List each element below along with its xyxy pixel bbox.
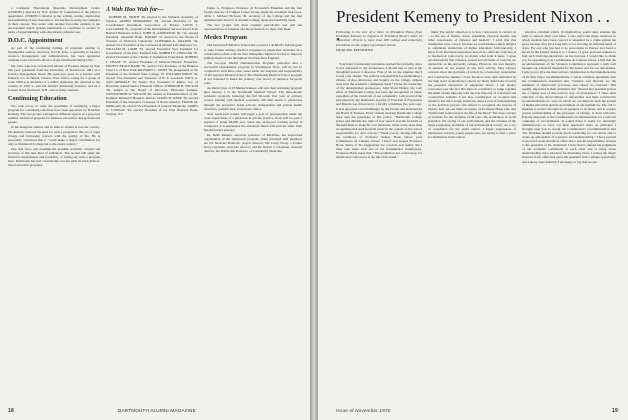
article-text: a Computer Educational Materials Development Center (CEMDEC) directed by Prof. Arthur W. Luehrmann of the physics department. CEMDEC's mission is the writing, testing, duplication and publishing of new materials to aid teachers in using the computer in their courses. The center adds another favorable element to the environment which enables Dartmouth to contribute to society in terms of experimenting with educational computer use. [8, 6, 100, 35]
article-text: The Dartmouth Medical School has received a $168,455 federal grant to train former military medical corpsmen as physicians' assistants in a collaborative effort with the New Hampshire Medical Society to improve primary medical care throughout Northern New England. [204, 43, 302, 60]
right-column-1 [336, 62, 422, 160]
section-heading-medex: Medex Program [204, 34, 248, 42]
article-text: Two task forces to study the possibility of instituting a major program for continuing education have been appointed by President Kemeny. The two groups will explore different aspects of a proposed summer sabbatical program for business executives and professional people. [8, 104, 100, 125]
left-column-3 [204, 6, 302, 155]
right-footer [336, 408, 618, 413]
honors-list: ROBERT M. SMITH '26, elected to the National Academy of Science. ALDEN MERRIMAN '28, elected President of the Consolidated Investment Corporation of Boston. LOUIS J. CALLAWAY '31, recipient of the Distinguished Service Award from Harvard Business School. JOHN N. ANDERSON JR. '32, elected President, Shawmut Bank. HARRIS '33 elected to the Board of Trustees of Wesleyan University. CLIFFORD A. WALKER '34, elected Vice President of the Connecticut Mutual Life Insurance Co. WILLIAM H. LAMB '35, elected Executive Vice President for Investments of the New England Life. ROBERT F. CHELLAR '35, elected President of the Charles T. Kemmerer Foundation. ROBERT J. CHASE '37, elected President of Western Historic Properties. ERNEST BEAUCHAMP '39, elected Vice President of the Bankers Trust Co. of New York. RICHARD C. JONES '39, inaugurated as 7th President of the Vermont State College. W. WILLARD WIRTZ '34, elected Vice President and Treasurer of B. F. Goodrich. PAUL A. VAN ARSDALE '36, Senior Vice President of Amfac, Inc. of Honolulu, named Senior Financial Officer. WINDSOR H. WILSON '38, named to the Board of Directors, Hawaiian Airlines. WENTWORTH W. WILSON '40, named as President-Select of Mt. Kemmer Memorial Hospital, Denver. JAMES W. KERR '39, elected President of the Insurance Company of North America. FRANK M. MORGAN '40, elected Vice President of General Telephone. JAMES G. CONWAY '43, elected President of the First National Bank, Trenton, N.J. [106, 15, 198, 117]
gutter [310, 0, 318, 420]
issue-date: Issue of November 1970 [336, 408, 391, 413]
right-column-2 [428, 30, 516, 140]
left-column-2 [106, 6, 198, 117]
section-heading-continuing-education: Continuing Education [8, 95, 67, 103]
article-text: The two groups will meet together periodically and will ask representatives of business and the professions to meet with them. [204, 23, 302, 32]
lede-text: Following is the text of a letter to President Nixon from President Kemeny in response to President Nixon's letter of September 18 sent to more than 900 college and university presidents on the subject of campus unrest: [336, 30, 422, 47]
salutation: DEAR MR. PRESIDENT: [336, 48, 374, 53]
letter-text: structive criticism which, by implication, would deny students the right to express their own ideas. I also regret the many instances in which students have been coerced or assaulted for a crime against the peace because they have long hair, or for favoring an informal mode of dress. For one who has had to be persecution in Europe and found a haven in the United States it is a matter of great personal sadness to find such irrational intolerance on the increase. I would like to thank you for appointing your Commission on Campus Unrest. I find that the recommendations of the Scranton Commission represent a truly well thought-out, balanced blueprint for the nation and for our universities. I urge you to give the most serious consideration to the implementation of all their major recommendations. I am in complete agreement with the Commission's statement that "violence and disorder are the antithesis of democratic processes and cannot be tolerated." But equally important is their statement that "dissent and peaceful protest are a valued part of this nation's way of governance." I share their criticism of the shortcomings of universities and their constructive recommendations for ways in which we can improve both the system of higher education and the government of our institutions. The call to students to protect the right of all speakers to be heard, and to acquire greater understanding of the processes of change, is most welcome. Equally important is the Commission's recommendation for a national campaign of reconciliation. It would make it easier for university administrators to carry out their appointed tasks. In particular I strongly urge you to accept the Commission's recommendation that "the President should provide moral leadership for our nation and to create an atmosphere of tolerance and understanding." I have learned in my brief seven months in office that a special responsibility belongs to the president of the institution. I have had to defend the judgments of our academic community to each other and to bring about understanding and a tolerance for dissenting views. I realize the magic invested in the office that gives the president both a unique opportunity and a heavy responsibility. I am happy to say that we are. [522, 30, 616, 164]
lede [336, 30, 422, 54]
article-text: An initial class of 25 Medex trainees will start their retraining program next January 1 at the Dartmouth Medical School. The three-month academic program, featuring the full 96-week first year of primary service training with medical corpsmen, will then return to physicians through the program's home schools, independent and private health educators, pediatricians, and private clinics. [204, 86, 302, 111]
article-text: In his inaugural address and in talks to alumni across the country, Mr. Kemeny stressed the need for such a program in this era of rapid change and increasing concern with the quality of life. He is personally convinced that it "could make a major contribution not only to Dartmouth College but to the entire country." [8, 125, 100, 146]
right-column-3 [522, 30, 616, 165]
article-text: One task force will examine the possible academic content and structure of this new kind of sabbatical. The second will study the financial requirements and feasibility of setting up such a program here. Dartmouth has had considerable success with its Tuck School-based executive programs. [8, 146, 100, 168]
article-text: Mr. Jette, who was awarded his Master of Forestry degree by Yale this year, graduated from the University of Vermont in 1961 as a forestry management major. He spent two years as a forester with Pinnacle Co. in Harbel, Liberia, West Africa, caring for a group of some 2500-acre divisions of a rubber plantation. He returned to the country in 1963 to join his family's lumbering business, and as a forester in the Northeast, N.H., and as Army veterans. [8, 63, 100, 92]
article-text: As part of the continuing buildup of programs relating to Dartmouth's outdoor resources, Earl R. Jette, a specialist in forestry resource management and administration, has been appointed assistant to the executive director of the Dartmouth Outing Club. [8, 46, 100, 63]
page-title: President Kemeny to President Nixon . . . [336, 7, 610, 44]
article-text: Dr. Bella Reisner, associate professor of Medicine, has supervised organization of the Dartmouth program. Other principal staff members are Dr. Nicholas Danforth, project director; Mr. Casey Ploog, a former Navy corpsman, associate director; and Dr. Robert J. Chapman, research director, the Dartmouth Professor of Community Medicine. [204, 133, 302, 154]
article-text: Next April each trainee will begin a year of preceptorship under the close supervision of a physician in private practice. Each will be paid a stipend of about $6,000 and, when the on-the-job training period is completed, it is anticipated the assistant's future will earn the same from his physician's practice. [204, 111, 302, 132]
right-page [318, 0, 628, 420]
article-text: The two-year Medex Demonstration Program, patterned after a successful experimental program in Washington State, will be run in conjunction with three other states under the auspices and responsibility of the regional Medical School. The Dartmouth Medical School program is not intended to make the primary care doctor or intrusive for-profit roles. [204, 60, 302, 86]
page-number: 18 [8, 408, 14, 414]
left-page [0, 0, 310, 420]
left-footer [8, 408, 302, 414]
left-column-1 [8, 6, 100, 168]
letter-text: mind. The public objection is to how controversy is carried on—to the use of bombs, arson, vandalism, physical assault, and other expressions of violence and turmoil." I wish that this assumption were correct, because we would make a much simpler to administer institutions of higher education. Unfortunately, I know from first-hand experience that all too often the objection is to intellectual controversy, no matter what form it takes. I agree wholeheartedly that violence, assault and all forms of coercion are intolerable on the university campus. However, the vast majority of students do not engage in any such activity. They express concern about the problems of society in a dedicated, responsible and constructive manner. I have therefore been quite disturbed by the high level of intolerance shown by many Americans towards the peaceful expression of unpopular views. I am greatly concerned over the fact that there is a tendency to lump together the small violent minority with the vast majority of concerned and constructive students. I see how complicated on occasion this tendency has led to tragic situations, since a lack of understanding of the political process and refusal to recognize the lessons of history. And yet one must recognize, as Professor Hook said, that "intellectual controversy is the life of the mind." The deep concern of students for the abolition of all wars, the eradication of racial prejudice, the saving of our environment, and the solution of the many perplexing problems of our technological society are a cry of conscience for the entire nation. I regret expressions of intolerance towards young people who are trying to find a place for themselves in the nation. [428, 30, 516, 140]
letter-text: Your letter to university presidents reached me belatedly, since it was addressed to my predecessor. I should like to give it the thoughtful answer it deserves. First of all, let me stipulate that I accept your charge: "the primary responsibility for maintaining a climate of free discussion and inquiry on the college campus rests with the academic community itself." Under the leadership of my distinguished predecessor, John Sloan Dickey, the total effort of Dartmouth College has been the recognition of ideas, regardless of the viewpoint of our community. I am proud of the part played by my institution. A policy of Freedom of Expression and Dissent was drawn up by a faculty committee five years ago. It was approved overwhelmingly by the faculty and endorsed by the Board of Trustees. Every student entering Dartmouth College must sign the principles of this policy: "Dartmouth College prizes and defends the right of free speech and the freedom of the individual to make his own decisions, while at the same time recognizing that such freedom exists in the context of law and of responsibility for one's actions." Thank you for sharing with me the testimony of Professor Sidney Hook before your Commission on Campus Unrest. I know and respect Professor Hook. Many of his suggestions are concrete and useful. Yet I must take issue with one of his fundamental assumptions. Professor Hook states that: "The problem is not controversy, for intellectual controversy is the life of the mind." [336, 62, 422, 160]
section-heading-doc: D.O.C. Appointment [8, 37, 63, 45]
magazine-name: DARTMOUTH ALUMNI MAGAZINE [118, 408, 196, 413]
page-number: 19 [612, 408, 618, 414]
wah-hoo-wah-heading: A Wah Hoo Wah for— [106, 6, 164, 13]
article-text: James G. Ferguson, Professor of Economics Emeritus and the first faculty director of Campus Center Group, heads the academic task force, while J. Michael McGean '49, secretary of the College and the first administrative director of Alumni College, heads the feasibility study. [204, 6, 302, 23]
